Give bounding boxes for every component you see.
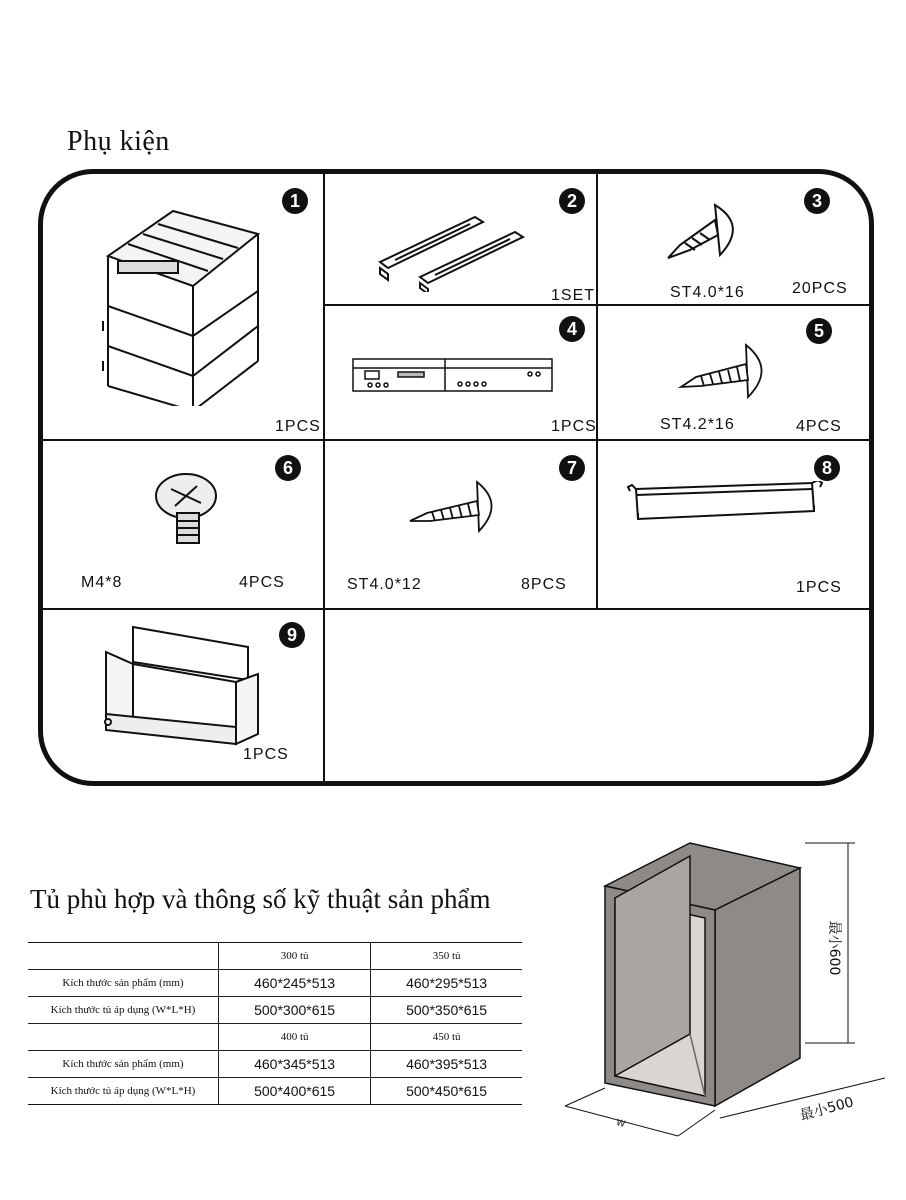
accessory-item-2 bbox=[325, 174, 596, 304]
item-quantity: 4PCS bbox=[796, 418, 842, 435]
screw-icon bbox=[660, 200, 750, 270]
accessory-item-9 bbox=[43, 610, 323, 781]
table-cell: 460*245*513 bbox=[219, 970, 371, 997]
accessory-item-4 bbox=[325, 306, 596, 439]
item-quantity: 1SET bbox=[551, 287, 596, 304]
accessories-grid bbox=[38, 169, 874, 786]
table-cell: 460*295*513 bbox=[371, 970, 522, 997]
item-number-badge: 4 bbox=[559, 316, 585, 342]
depth-label: 最小500 bbox=[798, 1094, 856, 1124]
item-number-badge: 2 bbox=[559, 188, 585, 214]
rail-bar-icon bbox=[624, 481, 834, 541]
item-number-badge: 1 bbox=[282, 188, 308, 214]
column-header: 300 tủ bbox=[219, 943, 371, 970]
table-row bbox=[28, 1024, 522, 1051]
item-spec: ST4.0*16 bbox=[670, 284, 745, 301]
item-quantity: 1PCS bbox=[796, 579, 842, 596]
column-header: 350 tủ bbox=[371, 943, 522, 970]
table-row bbox=[28, 943, 522, 970]
table-cell: 500*450*615 bbox=[371, 1078, 522, 1105]
width-label: W bbox=[614, 1118, 627, 1131]
table-cell: 500*400*615 bbox=[219, 1078, 371, 1105]
table-row bbox=[28, 1078, 522, 1105]
item-number-badge: 8 bbox=[814, 455, 840, 481]
table-cell bbox=[28, 943, 219, 970]
accessory-item-3 bbox=[598, 174, 869, 304]
accessory-item-5 bbox=[598, 306, 869, 439]
row-label: Kích thước sản phẩm (mm) bbox=[28, 1051, 219, 1078]
item-quantity: 8PCS bbox=[521, 576, 567, 593]
item-quantity: 1PCS bbox=[551, 418, 597, 435]
row-label: Kích thước tủ áp dụng (W*L*H) bbox=[28, 997, 219, 1024]
item-quantity: 1PCS bbox=[243, 746, 289, 763]
spec-table bbox=[28, 942, 522, 1105]
height-label: 最小600 bbox=[826, 920, 842, 976]
cabinet-basket-icon bbox=[98, 196, 268, 406]
cabinet-dimension-diagram bbox=[560, 838, 890, 1148]
row-label: Kích thước tủ áp dụng (W*L*H) bbox=[28, 1078, 219, 1105]
item-number-badge: 3 bbox=[804, 188, 830, 214]
accessory-item-7 bbox=[325, 441, 596, 608]
table-row bbox=[28, 997, 522, 1024]
table-cell: 500*300*615 bbox=[219, 997, 371, 1024]
item-quantity: 1PCS bbox=[275, 418, 321, 435]
item-number-badge: 7 bbox=[559, 455, 585, 481]
spec-title: Tủ phù hợp và thông số kỹ thuật sản phẩm bbox=[30, 884, 491, 914]
item-quantity: 4PCS bbox=[239, 574, 285, 591]
item-quantity: 20PCS bbox=[792, 280, 848, 297]
screw-icon bbox=[405, 479, 505, 539]
slide-rail-icon bbox=[350, 356, 555, 396]
table-row bbox=[28, 970, 522, 997]
row-label: Kích thước sản phẩm (mm) bbox=[28, 970, 219, 997]
item-number-badge: 6 bbox=[275, 455, 301, 481]
table-row bbox=[28, 1051, 522, 1078]
item-spec: ST4.0*12 bbox=[347, 576, 422, 593]
drawer-slides-icon bbox=[375, 202, 535, 292]
accessory-item-8 bbox=[598, 441, 869, 608]
table-cell: 500*350*615 bbox=[371, 997, 522, 1024]
front-panel-icon bbox=[98, 622, 268, 752]
column-header: 400 tủ bbox=[219, 1024, 371, 1051]
accessory-item-1 bbox=[43, 174, 323, 439]
cabinet-side-face bbox=[715, 868, 800, 1106]
table-cell: 460*345*513 bbox=[219, 1051, 371, 1078]
accessories-title: Phụ kiện bbox=[67, 126, 170, 157]
item-spec: ST4.2*16 bbox=[660, 416, 735, 433]
column-header: 450 tủ bbox=[371, 1024, 522, 1051]
accessory-item-6 bbox=[43, 441, 323, 608]
bolt-icon bbox=[153, 471, 228, 551]
table-cell bbox=[28, 1024, 219, 1051]
screw-icon bbox=[676, 342, 776, 402]
item-spec: M4*8 bbox=[81, 574, 123, 591]
item-number-badge: 5 bbox=[806, 318, 832, 344]
table-cell: 460*395*513 bbox=[371, 1051, 522, 1078]
item-number-badge: 9 bbox=[279, 622, 305, 648]
